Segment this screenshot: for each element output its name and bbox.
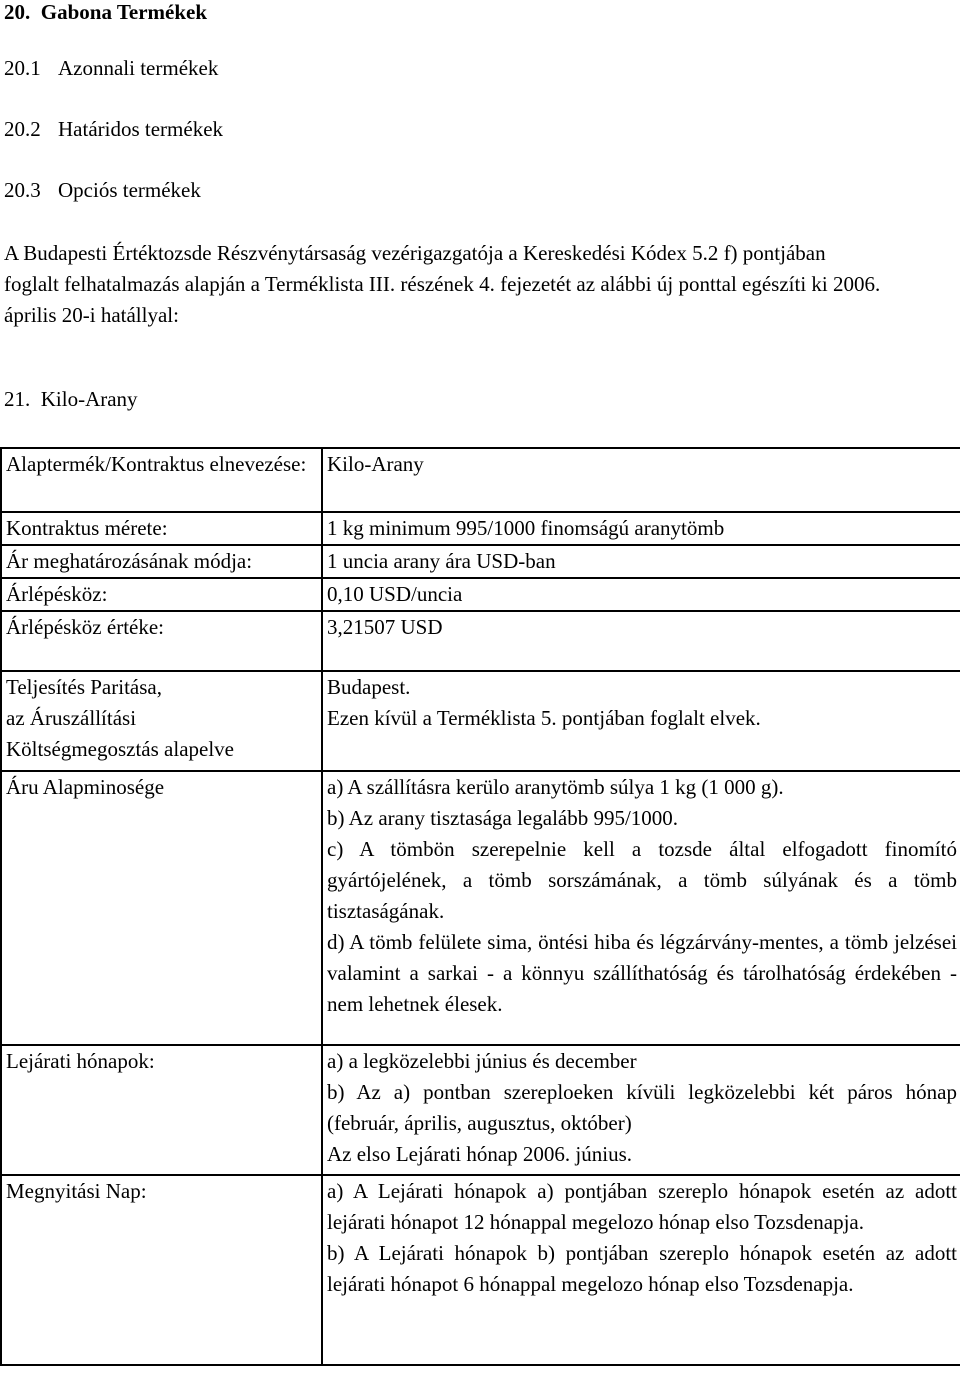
- section-21-title: Kilo-Arany: [40, 387, 138, 411]
- specification-table: [0, 447, 960, 1366]
- subsection-20-1: [4, 53, 218, 84]
- row-label-contract-size: Kontraktus mérete:: [1, 512, 322, 545]
- row-value-opening-day: [322, 1175, 960, 1365]
- subsection-20-3: [4, 175, 201, 206]
- row-label-delivery-parity: [1, 671, 322, 771]
- expiry-item-b: b) Az a) pontban szereploeken kívüli legközelebbi két páros hónap (február, április, augusztus, október): [327, 1080, 957, 1135]
- section-21-number: 21.: [4, 387, 31, 411]
- row-value-tick-size: 0,10 USD/uncia: [322, 578, 960, 611]
- row-label-quality: Áru Alapminosége: [1, 771, 322, 1045]
- row-value-contract-size: 1 kg minimum 995/1000 finomságú aranytömb: [322, 512, 960, 545]
- table-row: [1, 1045, 960, 1175]
- quality-item-c: c) A tömbön szerepelnie kell a tozsde által elfogadott finomító gyártójelének, a tömb sorszámának, a tömb súlyának és a tömb tisztaságának.: [327, 837, 957, 923]
- label-line: az Áruszállítási: [6, 706, 137, 730]
- table-row: [1, 448, 960, 512]
- quality-item-b: b) Az arany tisztasága legalább 995/1000.: [327, 806, 679, 830]
- intro-line: A Budapesti Értéktozsde Részvénytársaság vezérigazgatója a Kereskedési Kódex 5.2 f) pontjában: [4, 241, 826, 265]
- quality-item-d: d) A tömb felülete sima, öntési hiba és légzárvány-mentes, a tömb jelzései valamint a sarkai - a könnyu szállíthatóság és tárolhatóság érdekében - nem lehetnek élesek.: [327, 930, 957, 1016]
- section-21-heading: [4, 384, 138, 415]
- row-value-product-name: Kilo-Arany: [322, 448, 960, 512]
- opening-item-a: a) A Lejárati hónapok a) pontjában szereplo hónapok esetén az adott lejárati hónapot 12 hónappal megelozo hónap elso Tozsdenapja.: [327, 1179, 957, 1234]
- label-line: Teljesítés Paritása,: [6, 675, 162, 699]
- row-value-quality: [322, 771, 960, 1045]
- label-line: Költségmegosztás alapelve: [6, 737, 235, 761]
- subsection-20-2: [4, 114, 223, 145]
- section-20-title: Gabona Termékek: [40, 0, 208, 24]
- row-value-tick-value: 3,21507 USD: [322, 611, 960, 671]
- row-label-expiry-months: Lejárati hónapok:: [1, 1045, 322, 1175]
- row-label-tick-value: Árlépésköz értéke:: [1, 611, 322, 671]
- subsection-title: Opciós termékek: [58, 178, 201, 202]
- expiry-item-c: Az elso Lejárati hónap 2006. június.: [327, 1142, 633, 1166]
- intro-paragraph: [4, 238, 956, 331]
- table-row: [1, 512, 960, 545]
- table-row: [1, 578, 960, 611]
- table-row: [1, 771, 960, 1045]
- table-row: [1, 611, 960, 671]
- row-value-expiry-months: [322, 1045, 960, 1175]
- value-line: Budapest.: [327, 675, 411, 699]
- value-line: Ezen kívül a Terméklista 5. pontjában foglalt elvek.: [327, 706, 761, 730]
- intro-line: foglalt felhatalmazás alapján a Terméklista III. részének 4. fejezetét az alábbi új ponttal egészíti ki 2006.: [4, 272, 881, 296]
- section-20-heading: [4, 0, 207, 28]
- subsection-title: Határidos termékek: [58, 117, 224, 141]
- row-value-price-method: 1 uncia arany ára USD-ban: [322, 545, 960, 578]
- table-row: [1, 671, 960, 771]
- subsection-title: Azonnali termékek: [58, 56, 219, 80]
- table-row: [1, 545, 960, 578]
- row-label-price-method: Ár meghatározásának módja:: [1, 545, 322, 578]
- quality-item-a: a) A szállításra kerülo aranytömb súlya 1 kg (1 000 g).: [327, 775, 784, 799]
- row-label-product-name: Alaptermék/Kontraktus elnevezése:: [1, 448, 322, 512]
- expiry-item-a: a) a legközelebbi június és december: [327, 1049, 637, 1073]
- opening-item-b: b) A Lejárati hónapok b) pontjában szereplo hónapok esetén az adott lejárati hónapot 6 hónappal megelozo hónap elso Tozsdenapja.: [327, 1241, 957, 1296]
- section-20-number: 20.: [4, 0, 31, 24]
- row-value-delivery-parity: [322, 671, 960, 771]
- table-row: [1, 1175, 960, 1365]
- subsection-number: 20.3: [4, 178, 41, 202]
- intro-line: április 20-i hatállyal:: [4, 303, 179, 327]
- subsection-number: 20.1: [4, 56, 41, 80]
- row-label-opening-day: Megnyitási Nap:: [1, 1175, 322, 1365]
- subsection-number: 20.2: [4, 117, 41, 141]
- row-label-tick-size: Árlépésköz:: [1, 578, 322, 611]
